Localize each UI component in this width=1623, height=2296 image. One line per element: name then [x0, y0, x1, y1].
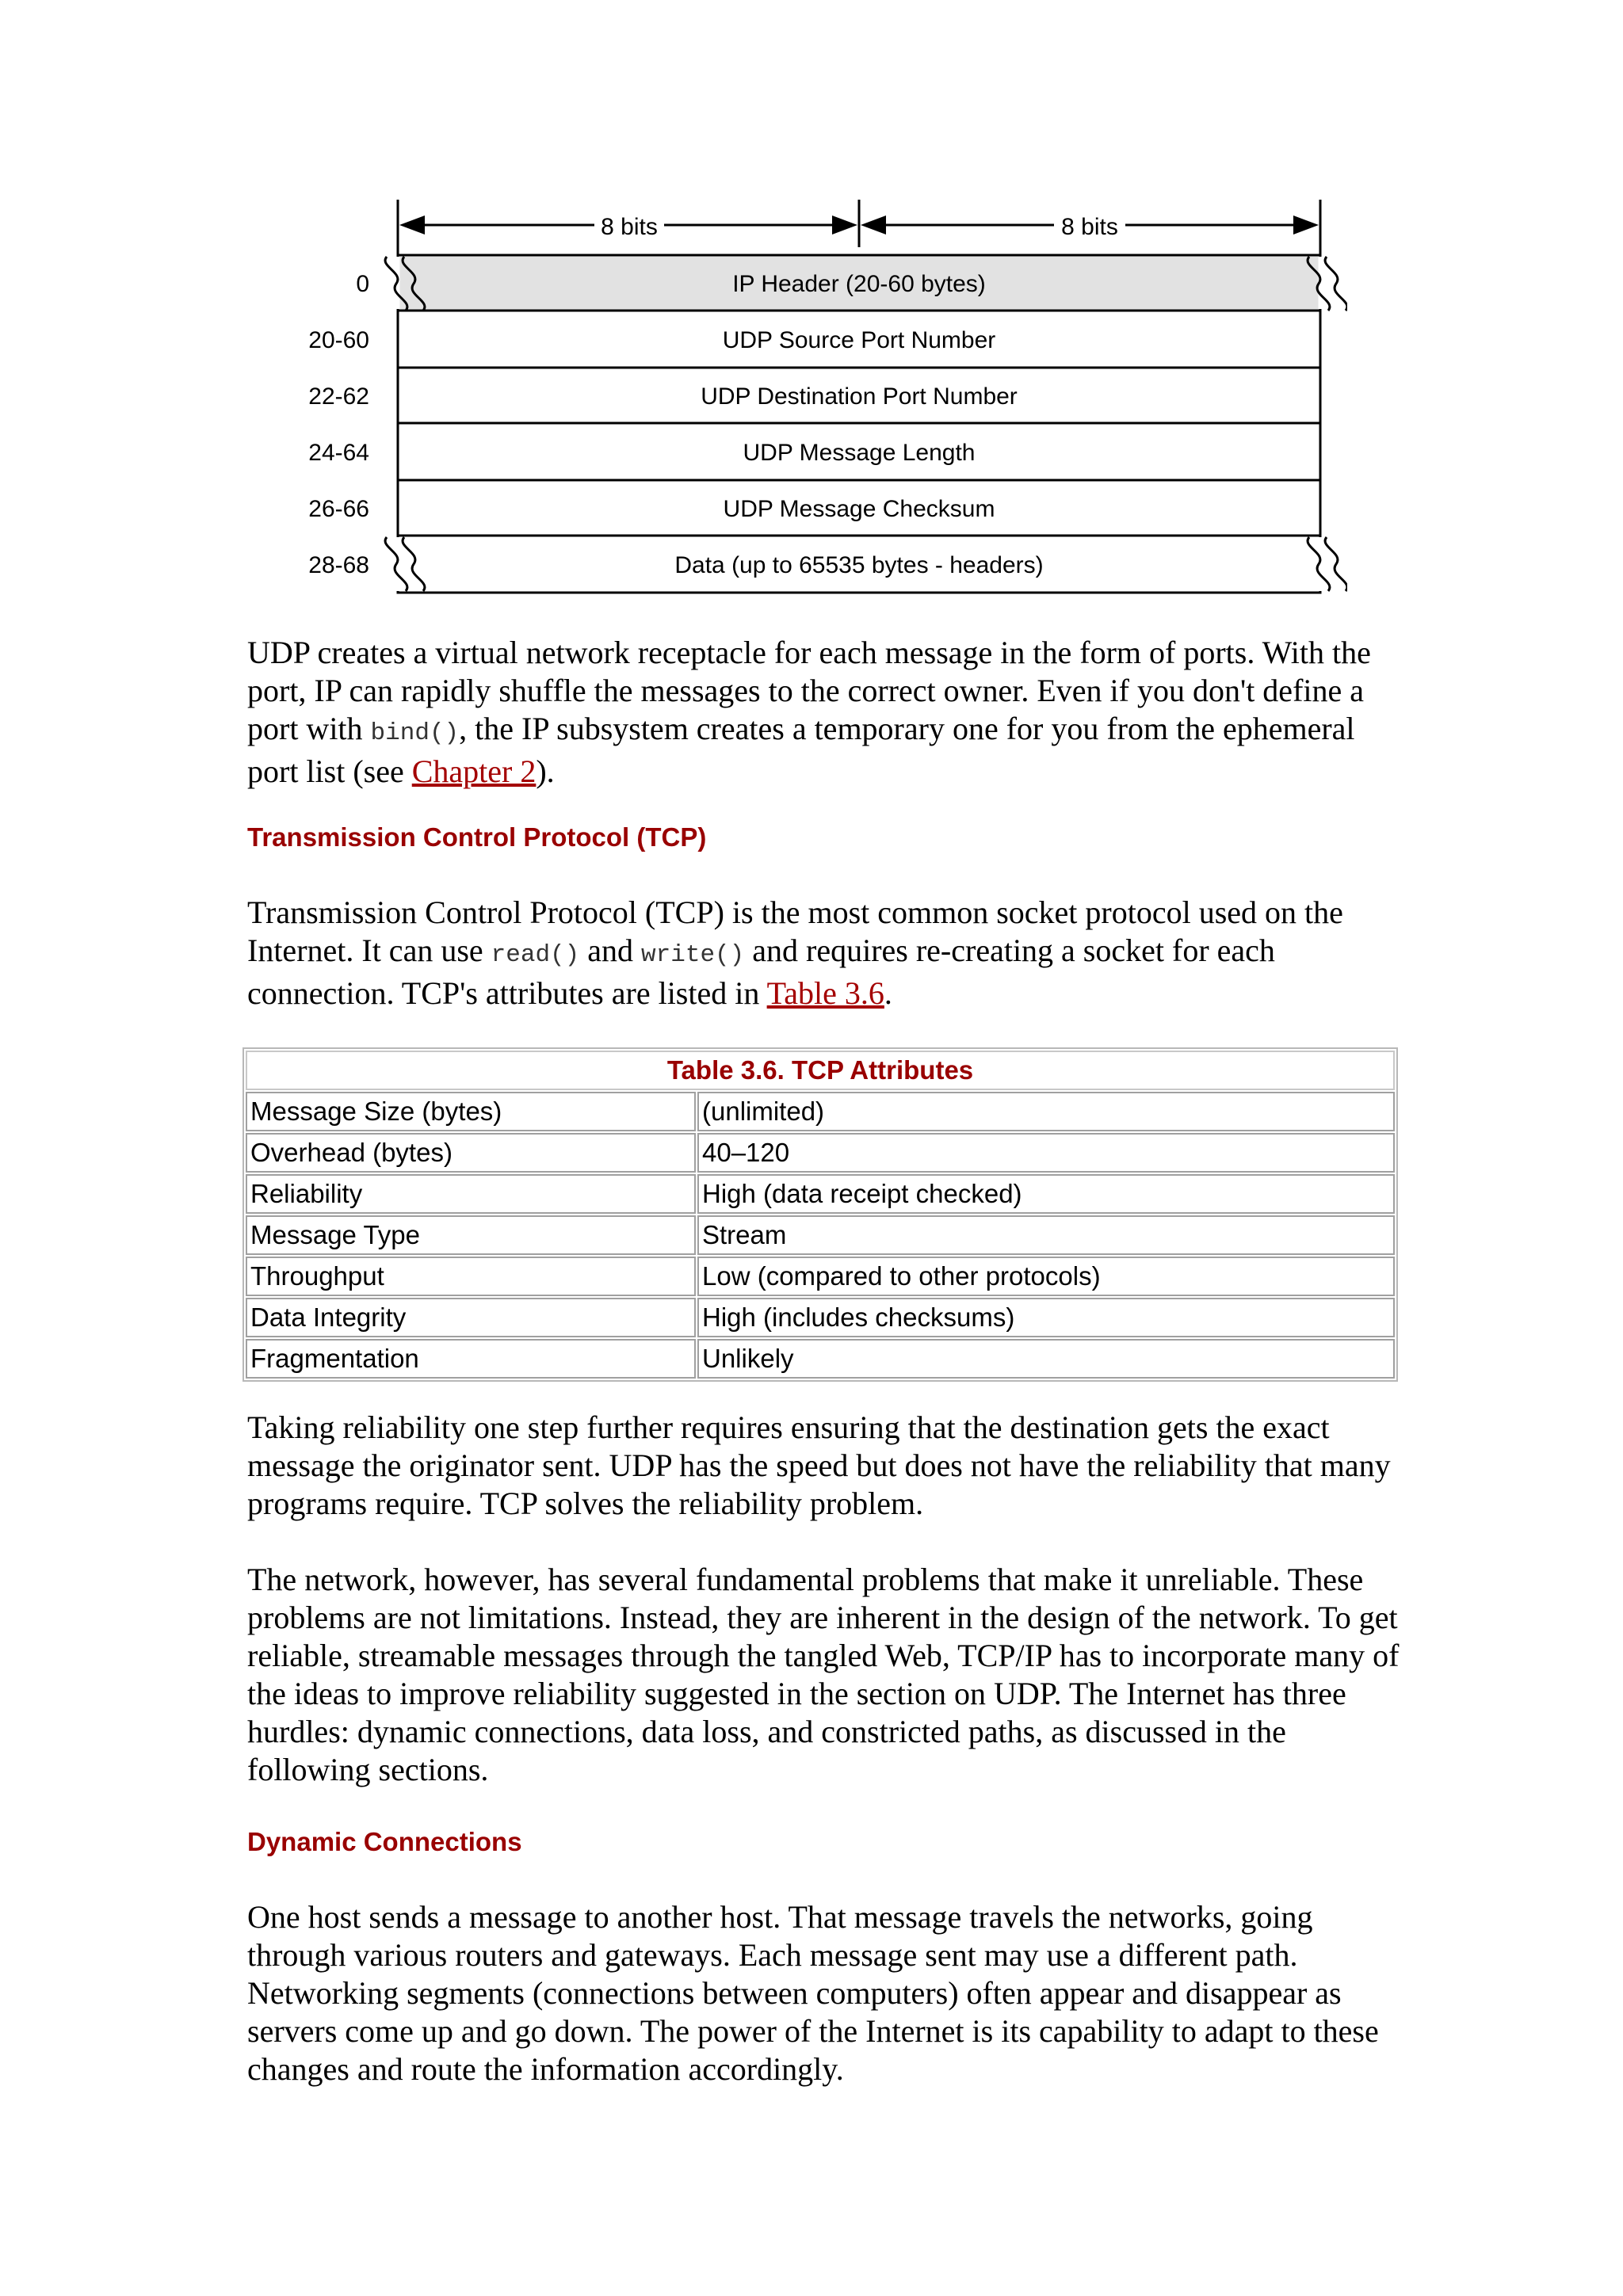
table-row	[246, 1133, 1395, 1173]
row-offset: 0	[356, 271, 369, 297]
udp-header-diagram	[285, 190, 1347, 602]
table-3-6-link[interactable]: Table 3.6	[766, 975, 884, 1011]
row-label: UDP Source Port Number	[722, 327, 996, 353]
arrow-head-left-icon	[861, 215, 886, 235]
attribute-value: 40–120	[697, 1133, 1395, 1173]
text-run: Transmission Control Protocol (TCP) is the most common socket protocol used on the Internet. It can use	[247, 894, 1343, 968]
attribute-value: Stream	[697, 1215, 1395, 1255]
attribute-value: (unlimited)	[697, 1092, 1395, 1131]
arrow-head-right-icon	[1293, 215, 1319, 235]
attribute-name: Overhead (bytes)	[246, 1133, 696, 1173]
attribute-name: Fragmentation	[246, 1339, 696, 1379]
row-offset: 24-64	[308, 440, 369, 466]
table-row	[246, 1215, 1395, 1255]
tcp-attributes-table	[242, 1047, 1398, 1382]
bits-label-left: 8 bits	[601, 214, 658, 240]
attribute-name: Reliability	[246, 1174, 696, 1214]
text-run: and requires re-creating a socket for each connection. TCP's attributes are listed in	[247, 933, 1275, 1011]
attribute-value: High (includes checksums)	[697, 1298, 1395, 1337]
row-label: IP Header (20-60 bytes)	[732, 271, 986, 297]
text-run: UDP creates a virtual network receptacle for each message in the form of ports. With the port, IP can rapidly shuffle the messages to the correct owner. Even if you don't define a port with	[247, 635, 1371, 746]
attribute-name: Message Size (bytes)	[246, 1092, 696, 1131]
table-row	[246, 1339, 1395, 1379]
attribute-value: Unlikely	[697, 1339, 1395, 1379]
network-problems-paragraph: The network, however, has several fundamental problems that make it unreliable. These problems are not limitations. Instead, they are inherent in the design of the network. To get reliable, streamable messages through the tangled Web, TCP/IP has to incorporate many of the ideas to improve reliability suggested in the section on UDP. The Internet has three hurdles: dynamic connections, data loss, and constricted paths, as discussed in the following sections.	[247, 1562, 1400, 1787]
attribute-name: Message Type	[246, 1215, 696, 1255]
tcp-heading: Transmission Control Protocol (TCP)	[247, 822, 707, 852]
chapter-2-link[interactable]: Chapter 2	[411, 753, 537, 789]
attribute-name: Data Integrity	[246, 1298, 696, 1337]
row-label: UDP Destination Port Number	[701, 383, 1018, 410]
row-offset: 28-68	[308, 552, 369, 578]
text-run: and	[579, 933, 642, 968]
attribute-name: Throughput	[246, 1257, 696, 1296]
bits-label-right: 8 bits	[1061, 214, 1118, 240]
row-offset: 20-60	[308, 327, 369, 353]
attribute-value: High (data receipt checked)	[697, 1174, 1395, 1214]
row-offset: 22-62	[308, 383, 369, 410]
code-write: write()	[641, 941, 745, 969]
table-row	[246, 1092, 1395, 1131]
row-label: UDP Message Checksum	[723, 496, 995, 522]
code-bind: bind()	[370, 719, 460, 747]
text-run: .	[884, 975, 892, 1011]
udp-ports-paragraph	[247, 634, 1404, 791]
dynamic-connections-paragraph: One host sends a message to another host. That message travels the networks, going through various routers and gateways. Each message sent may use a different path. Networking segments (connections between computers) often appear and disappear as servers come up and go down. The power of the Internet is its capability to adapt to these changes and route the information accordingly.	[247, 1899, 1379, 2087]
table-title-row	[246, 1051, 1395, 1090]
table-row	[246, 1298, 1395, 1337]
arrow-head-right-icon	[832, 215, 857, 235]
code-read: read()	[491, 941, 580, 969]
reliability-paragraph: Taking reliability one step further requires ensuring that the destination gets the exact message the originator sent. UDP has the speed but does not have the reliability that many programs require. TCP solves the reliability problem.	[247, 1409, 1391, 1521]
table-row	[246, 1257, 1395, 1296]
table-row	[246, 1174, 1395, 1214]
row-label: UDP Message Length	[743, 440, 976, 466]
arrow-head-left-icon	[399, 215, 425, 235]
tcp-intro-paragraph	[247, 894, 1404, 1013]
dynamic-connections-heading: Dynamic Connections	[247, 1827, 522, 1856]
text-run: , the IP subsystem creates a temporary one for you from the ephemeral port list (see	[247, 711, 1355, 789]
row-offset: 26-66	[308, 496, 369, 522]
row-label: Data (up to 65535 bytes - headers)	[674, 552, 1044, 578]
text-run: ).	[536, 753, 555, 789]
table-title: Table 3.6. TCP Attributes	[246, 1051, 1395, 1090]
attribute-value: Low (compared to other protocols)	[697, 1257, 1395, 1296]
